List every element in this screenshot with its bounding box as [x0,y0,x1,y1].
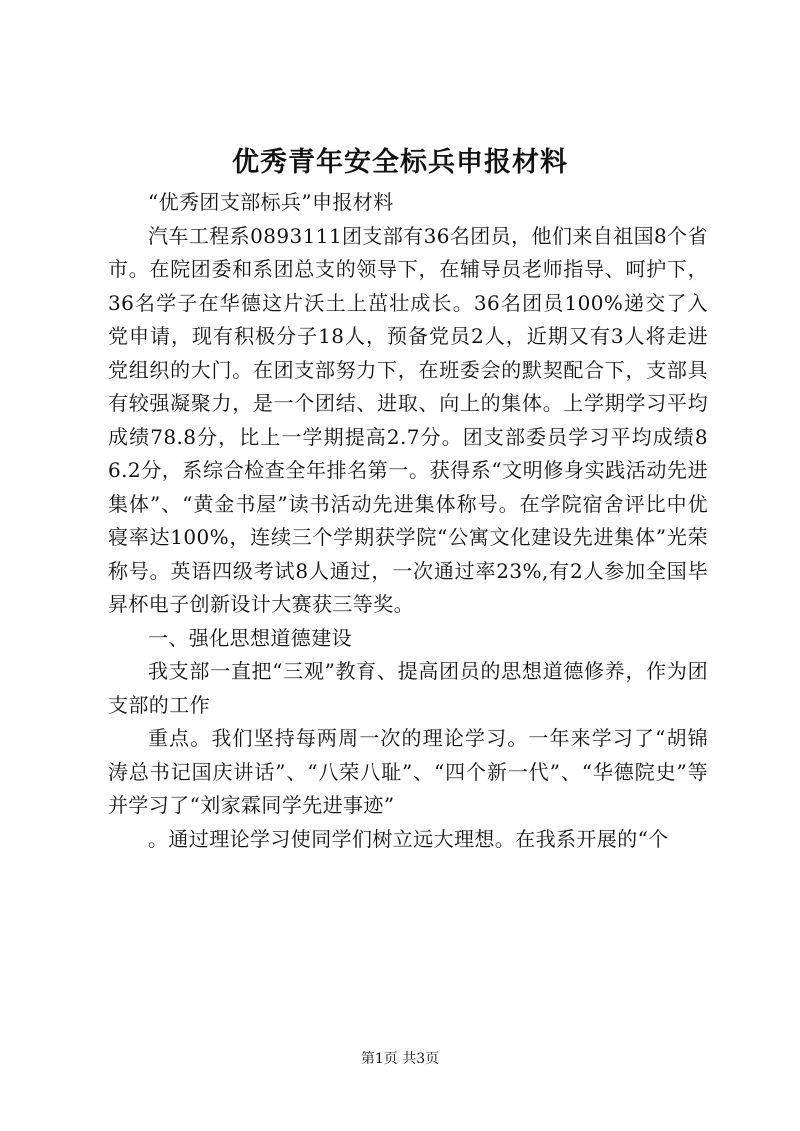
paragraph-section-1: 我支部一直把“三观”教育、提高团员的思想道德修养，作为团支部的工作 [108,659,708,717]
section-heading: 一、强化思想道德建设 [148,625,352,650]
paragraph-intro: 汽车工程系0893111团支部有36名团员，他们来自祖国8个省市。在院团委和系团总支的领导下，在辅导员老师指导、呵护下，36名学子在华德这片沃土上茁壮成长。36名团员100%递交了入党申请，现有积极分子18人，预备党员2人，近期又有3人将走进党组织的大门。在团支部努力下，在班委会的默契配合下，支部具有较强凝聚力，是一个团结、进取、向上的集体。上学期学习平均成绩78.8分，比上一学期提高2.7分。团支部委员学习平均成绩86.2分，系综合检查全年排名第一。获得系“文明修身实践活动先进集体”、“黄金书屋”读书活动先进集体称号。在学院宿舍评比中优寝率达100%，连续三个学期获学院“公寓文化建设先进集体”光荣称号。英语四级考试8人通过，一次通过率23%,有2人参加全国毕昇杯电子创新设计大赛获三等奖。 [108,223,708,616]
page-title: 优秀青年安全标兵申报材料 [232,147,568,178]
paragraph-section-3: 。通过理论学习使同学们树立远大理想。在我系开展的“个 [148,826,669,851]
paragraph-section-2: 重点。我们坚持每两周一次的理论学习。一年来学习了“胡锦涛总书记国庆讲话”、“八荣八耻”、“四个新一代”、“华德院史”等并学习了“刘家霖同学先进事迹” [108,726,708,817]
page-footer [0,1048,800,1068]
page-number: 第1页 共3页 [360,1051,440,1067]
document-body [108,186,708,856]
paragraph-subtitle: “优秀团支部标兵”申报材料 [148,190,394,214]
